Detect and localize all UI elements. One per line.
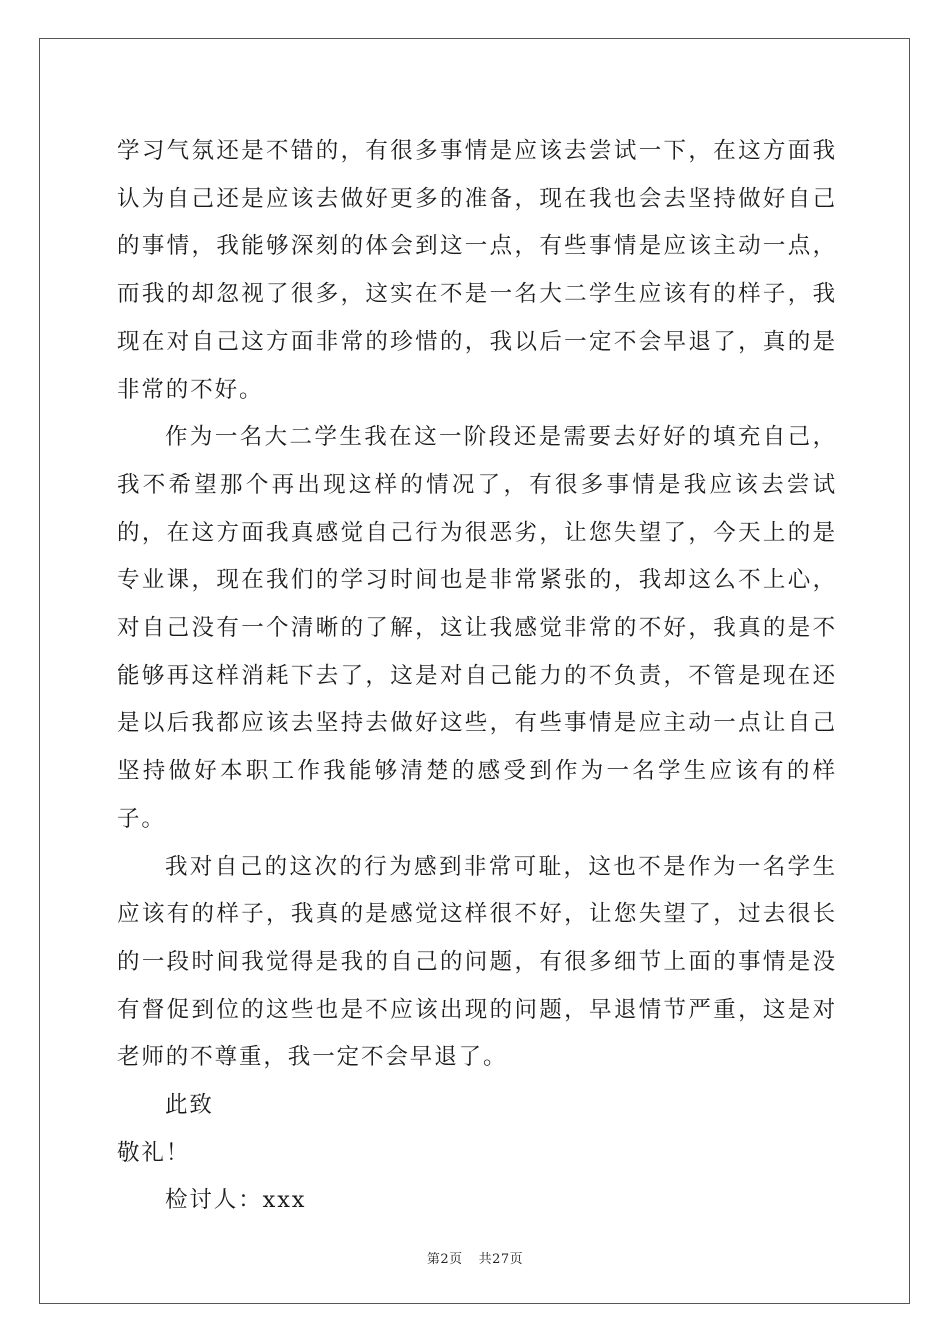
closing-line: 此致 (165, 1092, 214, 1119)
paragraph-1: 学习气氛还是不错的，有很多事情是应该去尝试一下，在这方面我认为自己还是应该去做好更多的准备，现在我也会去坚持做好自己的事情，我能够深刻的体会到这一点，有些事情是应该主动一点，而我的却忽视了很多，这实在不是一名大二学生应该有的样子，我现在对自己这方面非常的珍惜的，我以后一定不会早退了，真的是非常的不好。 (117, 138, 837, 403)
paragraph-3: 我对自己的这次的行为感到非常可耻，这也不是作为一名学生应该有的样子，我真的是感觉这样很不好，让您失望了，过去很长的一段时间我觉得是我的自己的问题，有很多细节上面的事情是没有督促到位的这些也是不应该出现的问题，早退情节严重，这是对老师的不尊重，我一定不会早退了。 (117, 853, 837, 1071)
page-footer (0, 1248, 950, 1267)
salute-line: 敬礼！ (117, 1139, 191, 1166)
paragraph-2: 作为一名大二学生我在这一阶段还是需要去好好的填充自己，我不希望那个再出现这样的情况了，有很多事情是我应该去尝试的，在这方面我真感觉自己行为很恶劣，让您失望了，今天上的是专业课，现在我们的学习时间也是非常紧张的，我却这么不上心，对自己没有一个清晰的了解，这让我感觉非常的不好，我真的是不能够再这样消耗下去了，这是对自己能力的不负责，不管是现在还是以后我都应该去坚持去做好这些，有些事情是应主动一点让自己坚持做好本职工作我能够清楚的感受到作为一名学生应该有的样子。 (117, 424, 837, 832)
document-body (117, 128, 837, 1225)
page-number: 第2页 (426, 1252, 463, 1267)
signature-line: 检讨人：xxx (165, 1187, 307, 1214)
total-pages: 共27页 (478, 1252, 524, 1267)
